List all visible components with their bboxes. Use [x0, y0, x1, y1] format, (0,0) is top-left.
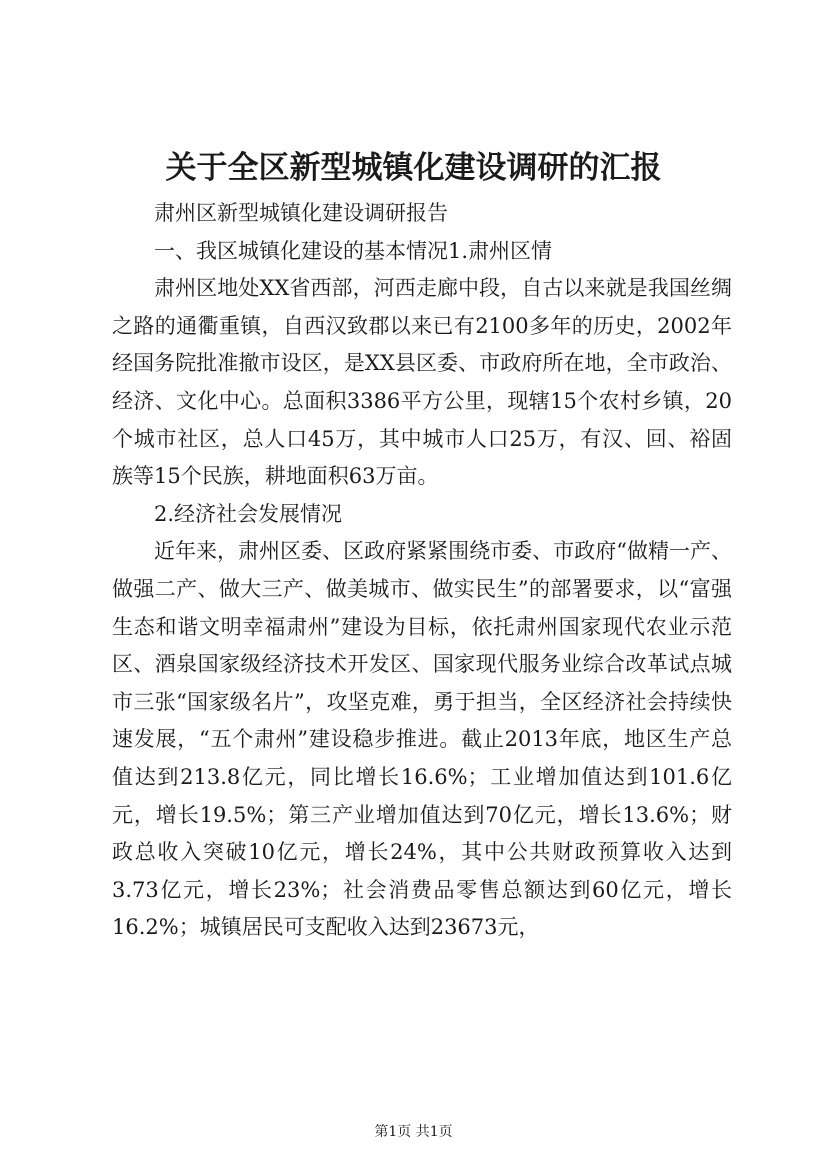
paragraph-district-overview: 肃州区地处XX省西部，河西走廊中段，自古以来就是我国丝绸之路的通衢重镇，自西汉致郡以来已有2100多年的历史，2002年经国务院批准撤市设区，是XX县区委、市政府所在地，全市政治、经济、文化中心。总面积3386平方公里，现辖15个农村乡镇，20个城市社区，总人口45万，其中城市人口25万，有汉、回、裕固族等15个民族，耕地面积63万亩。 — [112, 276, 732, 489]
page-footer: 第1页 共1页 — [374, 1124, 453, 1140]
document-body — [112, 195, 732, 947]
document-title: 关于全区新型城镇化建设调研的汇报 — [165, 150, 662, 186]
paragraph-subtitle: 肃州区新型城镇化建设调研报告 — [154, 201, 448, 225]
paragraph-subsection-heading: 2.经济社会发展情况 — [154, 501, 343, 526]
paragraph-economic-development: 近年来，肃州区委、区政府紧紧围绕市委、市政府“做精一产、做强二产、做大三产、做美城市、做实民生”的部署要求，以“富强生态和谐文明幸福肃州”建设为目标，依托肃州国家现代农业示范区、酒泉国家级经济技术开发区、国家现代服务业综合改革试点城市三张“国家级名片”，攻坚克难，勇于担当，全区经济社会持续快速发展，“五个肃州”建设稳步推进。截止2013年底，地区生产总值达到213.8亿元，同比增长16.6%；工业增加值达到101.6亿元，增长19.5%；第三产业增加值达到70亿元，增长13.6%；财政总收入突破10亿元，增长24%，其中公共财政预算收入达到3.73亿元，增长23%；社会消费品零售总额达到60亿元，增长16.2%；城镇居民可支配收入达到23673元， — [112, 539, 732, 940]
paragraph-section-heading: 一、我区城镇化建设的基本情况1.肃州区情 — [154, 238, 553, 263]
